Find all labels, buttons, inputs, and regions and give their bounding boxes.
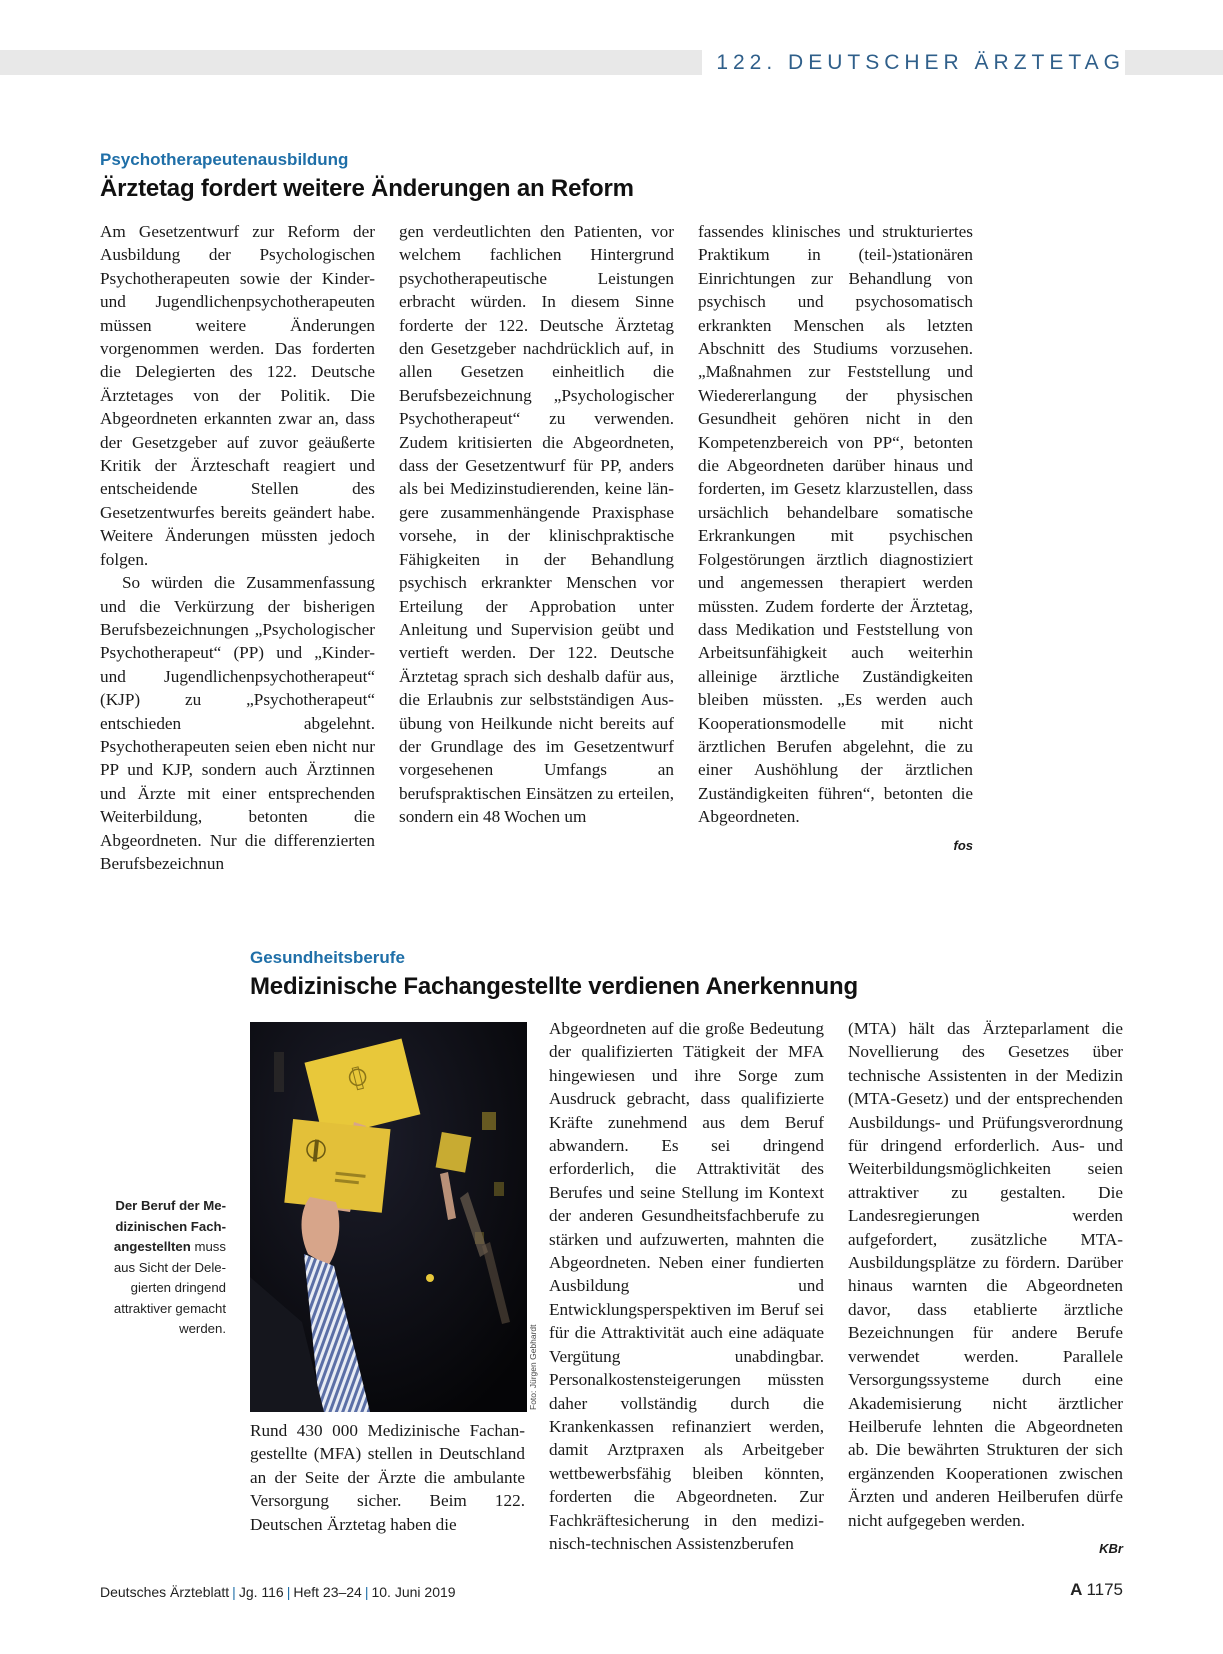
article2-column-2 [549, 1017, 824, 1555]
delegates-voting-photo [250, 1022, 527, 1412]
footer-citation [100, 1584, 456, 1600]
article2-paragraph: (MTA) hält das Ärzteparlament die Novellierung des Gesetzes über technische Assistenten in der Medizin (MTA-Gesetz) und der entsprechenden Ausbildungs- und Prüfungsverordnung für dringend erforderlich. Aus- und Weiterbildungsmöglichkeiten seien attraktiver zu gestalten. Die Landesregierungen werden aufgefordert, zusätzliche MTA-Ausbildungsplätze zu fördern. Darüber hinaus warnten die Abgeordneten davor, dass etablierte ärztliche Bezeichnungen für andere Berufe verwendet werden. Parallele Versorgungssysteme durch eine Akademisierung nicht ärztlicher Heilberufe lehnten die Abgeordneten ab. Die bewährten Strukturen der sich ergänzenden Kooperationen zwischen Ärzten und anderen Heilberufen dürfe nicht aufgegeben werden. [848, 1019, 1123, 1530]
page-number-value: 1175 [1086, 1580, 1123, 1599]
article1-kicker: Psychotherapeutenausbildung [100, 150, 349, 169]
article2-headline: Medizinische Fachangestellte verdienen Anerkennung [250, 973, 858, 1000]
photo-caption-bold: Der Beruf der Medizinischen Fachangestellten [113, 1198, 226, 1254]
article1-column-1 [100, 220, 375, 875]
article1-column-3 [698, 220, 973, 857]
article2-column-3 [848, 1017, 1123, 1560]
article1-paragraph: fassendes klinisches und strukturiertes Praktikum in (teil-)stationären Einrichtungen zur Behandlung von psychisch und psychosomatisch erkrankten Menschen als letzten Abschnitt des Studiums vorzusehen. „Maßnahmen zur Feststellung und Wiedererlangung der physischen Gesundheit gehören nicht in den Kompetenzbereich von PP“, betonten die Abgeordneten darüber hinaus und forderten, im Gesetz klarzustellen, dass ursächlich behandelbare somatische Erkrankungen mit psychischen Folgestörungen ärztlich diagnostiziert und angemessen therapiert werden müssten. Zudem forderte der Ärztetag, dass Medikation und Feststellung von Arbeitsunfähigkeit auch weiterhin alleinige ärztliche Zuständigkeiten bleiben müssten. „Es werden auch Kooperationsmodelle mit nicht ärztlichen Berufen abgelehnt, die zu einer Aushöhlung der ärztlichen Zuständigkeiten führen“, betonten die Abgeordneten. [698, 222, 973, 827]
article2-signature: KBr [1099, 1540, 1123, 1556]
article1-signature: fos [953, 837, 973, 853]
article1-column-2 [399, 220, 674, 829]
footer-journal: Deutsches Ärzteblatt [100, 1584, 230, 1600]
photo-caption-text: muss aus Sicht der Delegierten dringend attraktiver gemacht werden. [113, 1239, 226, 1336]
page-number [1070, 1580, 1123, 1600]
photo-caption [100, 1196, 226, 1340]
footer-separator: | [232, 1584, 236, 1600]
article1-paragraph: gen verdeutlichten den Patienten, vor welchem fachlichen Hintergrund psychotherapeutische Leistungen erbracht würden. In diesem Sinne forderte der 122. Deutsche Ärztetag den Gesetzgeber nachdrücklich auf, in allen Gesetzen einheitlich die Berufsbezeichnung „Psychologischer Psychotherapeut“ zu verwenden. Zudem kritisierten die Abgeordneten, dass der Gesetzentwurf für PP, anders als bei Medizinstudierenden, keine längere zusammenhängende Praxisphase vorsehe, in der klinischpraktische Fähigkeiten in der Behandlung psychisch erkrankter Menschen vor Erteilung der Approbation unter Anleitung und Supervision geübt und vertieft werden. Der 122. Deutsche Ärztetag sprach sich deshalb dafür aus, die Erlaubnis zur selbstständigen Ausübung von Heilkunde nicht bereits auf der Grundlage des im Gesetzentwurf vorgesehenen Umfangs an berufspraktischen Einsätzen zu erteilen, sondern ein 48 Wochen um [399, 222, 674, 827]
article1-paragraph: Am Gesetzentwurf zur Reform der Ausbildung der Psychologischen Psychotherapeuten sowie der Kinder- und Jugendlichenpsychotherapeuten müssen weitere Änderungen vorgenommen werden. Das forderten die Delegierten des 122. Deutsche Ärztetages von der Politik. Die Abgeordneten erkannten zwar an, dass der Gesetzgeber auf zuvor geäußerte Kritik der Ärzteschaft reagiert und entscheidende Stellen des Gesetzentwurfes bereits geändert habe. Weitere Änderungen müssten jedoch folgen. [100, 222, 375, 569]
article2-paragraph: Rund 430 000 Medizinische Fachangestellte (MFA) stellen in Deutschland an der Seite der Ärzte die ambulante Versorgung sicher. Beim 122. Deutschen Ärztetag haben die [250, 1421, 525, 1534]
article2-column-1 [250, 1419, 525, 1536]
footer-volume: Jg. 116 [238, 1584, 284, 1600]
article2-paragraph: Abgeordneten auf die große Bedeutung der qualifizierten Tätigkeit der MFA hingewiesen und ihre Sorge zum Ausdruck gebracht, dass qualifizierte Kräfte zunehmend aus dem Beruf abwandern. Es sei dringend erforderlich, die Attraktivität des Berufes und seine Stellung im Kontext der anderen Gesundheitsfachberufe zu stärken und aufzuwerten, mahnten die Abgeordneten. Neben einer fundierten Ausbildung und Entwicklungsperspektiven im Beruf sei für die Attraktivität auch eine adäquate Vergütung unabdingbar. Personalkostensteigerungen müssten daher vollständig durch die Krankenkassen refinanziert werden, damit Arztpraxen als Arbeitgeber wettbewerbsfähig bleiben könnten, forderten die Abgeordneten. Zur Fachkräftesicherung in den medizinisch-technischen Assistenzberufen [549, 1019, 824, 1553]
article1-paragraph: So würden die Zusammenfassung und die Verkürzung der bisherigen Berufsbezeichnungen „Psychologischer Psychotherapeut“ (PP) und „Kinder- und Jugendlichenpsychotherapeut“ (KJP) zu „Psychotherapeut“ entschieden abgelehnt. Psychotherapeuten seien eben nicht nur PP und KJP, sondern auch Ärztinnen und Ärzte mit einer entsprechenden Weiterbildung, betonten die Abgeordneten. Nur die differenzierten Berufsbezeichnun [100, 573, 375, 873]
section-title: 122. DEUTSCHER ÄRZTETAG [702, 50, 1125, 75]
footer-separator: | [286, 1584, 291, 1600]
photo-credit [528, 1324, 540, 1410]
footer-date: 10. Juni 2019 [371, 1584, 456, 1600]
article1-headline: Ärztetag fordert weitere Änderungen an Reform [100, 175, 634, 202]
footer-issue: Heft 23–24 [293, 1584, 362, 1600]
page-prefix: A [1070, 1580, 1083, 1599]
article2-kicker: Gesundheitsberufe [250, 948, 405, 967]
footer-separator: | [364, 1584, 369, 1600]
photo-credit-text: Foto: Jürgen Gebhardt [528, 1324, 538, 1410]
